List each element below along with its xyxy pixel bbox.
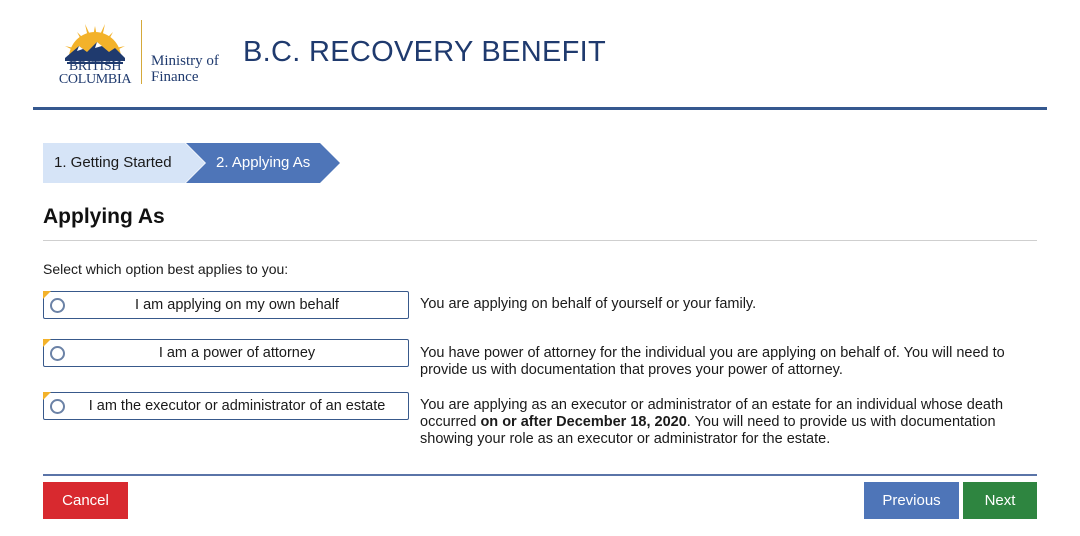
option-power-of-attorney-description: [420, 345, 1020, 379]
logo-line-2: COLUMBIA: [58, 72, 132, 87]
description-text-part-1: You are applying as an executor or administrator of an estate for an individual whose death occurred: [420, 397, 1004, 430]
option-own-behalf-description: [420, 296, 1020, 313]
radio-icon[interactable]: [50, 399, 65, 414]
selection-prompt: Select which option best applies to you:: [43, 261, 289, 277]
option-power-of-attorney-button[interactable]: [43, 339, 409, 367]
next-button[interactable]: Next: [963, 482, 1037, 519]
step-applying-as: 2. Applying As: [216, 154, 311, 171]
site-header: [0, 0, 1080, 110]
option-executor-button[interactable]: [43, 392, 409, 420]
footer-divider: [43, 474, 1037, 476]
option-label: I am the executor or administrator of an estate: [88, 398, 386, 414]
description-text: You are applying on behalf of yourself or your family.: [420, 296, 757, 312]
header-rule: [33, 107, 1047, 110]
ministry-line-1: Ministry of: [151, 53, 219, 69]
previous-button[interactable]: Previous: [864, 482, 959, 519]
title-divider: [43, 240, 1037, 241]
option-label: I am applying on my own behalf: [135, 297, 339, 313]
progress-stepper: [43, 143, 343, 183]
cancel-button[interactable]: Cancel: [43, 482, 128, 519]
logo-wordmark: [55, 60, 135, 86]
description-date-emphasis: on or after December 18, 2020: [480, 414, 687, 430]
description-text-part-2: . You will need to provide us with documentation showing your role as an executor or administrator for the estate.: [420, 414, 996, 447]
page-title: Applying As: [43, 205, 165, 228]
logo-line-1: BRITISH: [68, 59, 122, 74]
radio-icon[interactable]: [50, 346, 65, 361]
app-title: B.C. RECOVERY BENEFIT: [243, 36, 606, 68]
ministry-name: [151, 53, 219, 85]
header-divider: [141, 20, 142, 84]
step-getting-started[interactable]: 1. Getting Started: [54, 154, 172, 171]
option-label: I am a power of attorney: [158, 345, 316, 361]
radio-icon[interactable]: [50, 298, 65, 313]
option-own-behalf-button[interactable]: [43, 291, 409, 319]
description-text: You have power of attorney for the individual you are applying on behalf of. You will need to provide us with documentation that proves your power of attorney.: [420, 345, 1005, 378]
option-executor-description: [420, 397, 1020, 448]
ministry-line-2: Finance: [151, 69, 199, 85]
